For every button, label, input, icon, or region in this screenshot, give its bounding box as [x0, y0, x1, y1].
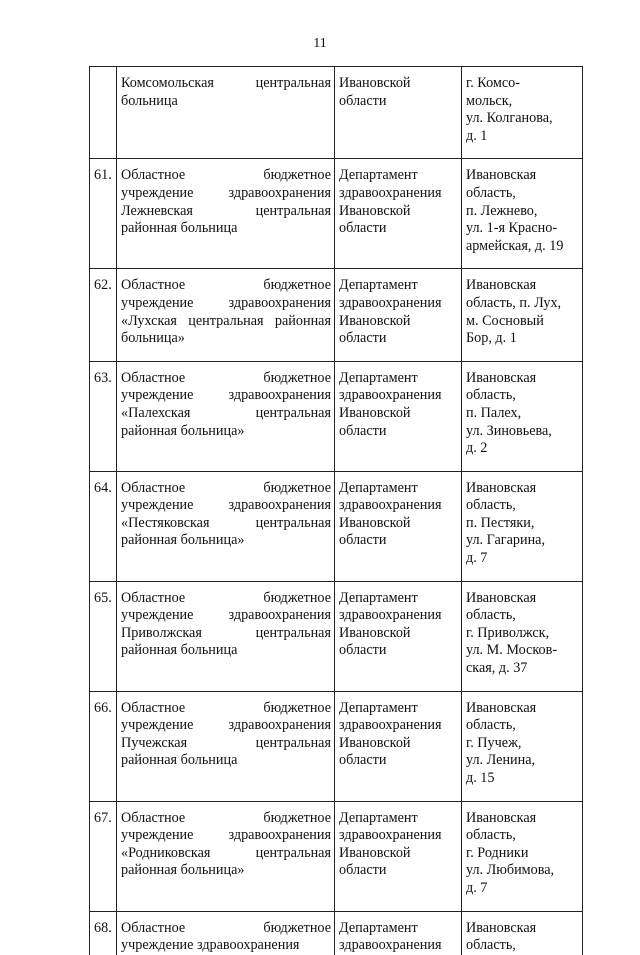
department-line: области	[339, 752, 387, 769]
row-number	[90, 67, 117, 159]
institutions-table	[89, 66, 583, 955]
address-line: ул. Ленина,	[466, 752, 536, 769]
row-number: 68.	[90, 911, 117, 955]
address-line: ул. Любимова,	[466, 862, 555, 879]
department	[335, 801, 462, 911]
address-line: мольск,	[466, 92, 513, 109]
institution-name	[117, 801, 335, 911]
institution-name-line: больница	[121, 92, 178, 109]
address-line: д. 1	[466, 127, 488, 144]
institution-name-line: учреждение здравоохранения	[121, 497, 331, 514]
institution-name-line: районная больница	[121, 642, 238, 659]
department-line: Ивановской	[339, 514, 411, 531]
institutions-table-body	[90, 67, 583, 955]
institution-name-line: районная больница»	[121, 532, 245, 549]
address	[462, 911, 583, 955]
address	[462, 471, 583, 581]
row-number: 63.	[90, 361, 117, 471]
institution-name-line: Лежневская центральная	[121, 202, 331, 219]
institution-name-line: Областное бюджетное	[121, 589, 331, 606]
row-number: 61.	[90, 159, 117, 269]
department	[335, 361, 462, 471]
institution-name-line: «Лухская центральная районная	[121, 312, 331, 329]
address-line: Ивановская	[466, 699, 537, 716]
department-line: Департамент	[339, 809, 418, 826]
institution-name-line: Областное бюджетное	[121, 277, 331, 294]
institution-name-line: Областное бюджетное	[121, 369, 331, 386]
address-line: ул. М. Москов-	[466, 642, 558, 659]
department-line: Департамент	[339, 369, 418, 386]
institution-name-line: «Родниковская центральная	[121, 844, 331, 861]
department-line: Ивановской	[339, 844, 411, 861]
department-line: Департамент	[339, 919, 418, 936]
institution-name-line: учреждение здравоохранения	[121, 294, 331, 311]
address	[462, 801, 583, 911]
address-line: Ивановская	[466, 589, 537, 606]
institution-name	[117, 159, 335, 269]
institution-name-line: «Пестяковская центральная	[121, 514, 331, 531]
address-line: область,	[466, 184, 516, 201]
department-line: Ивановской	[339, 734, 411, 751]
institution-name-line: учреждение здравоохранения	[121, 607, 331, 624]
department-line: Ивановской	[339, 624, 411, 641]
address-line: область,	[466, 827, 516, 844]
address	[462, 269, 583, 361]
address-line: армейская, д. 19	[466, 237, 564, 254]
address-line: д. 15	[466, 770, 495, 786]
row-number: 62.	[90, 269, 117, 361]
row-number: 64.	[90, 471, 117, 581]
department-line: области	[339, 862, 387, 879]
address-line: г. Приволжск,	[466, 624, 550, 641]
department	[335, 159, 462, 269]
department-line: области	[339, 92, 387, 109]
table-row	[90, 581, 583, 691]
department-line: здравоохранения	[339, 497, 442, 514]
department-line: здравоохранения	[339, 937, 442, 954]
address-line: ская, д. 37	[466, 660, 528, 677]
institution-name-line: Областное бюджетное	[121, 919, 331, 936]
department-line: здравоохранения	[339, 184, 442, 201]
address-line: Ивановская	[466, 479, 537, 496]
institution-name-line: Областное бюджетное	[121, 479, 331, 496]
address-line: г. Пучеж,	[466, 734, 522, 751]
address-line: п. Пестяки,	[466, 514, 535, 531]
row-number: 65.	[90, 581, 117, 691]
institution-name-line: «Палехская центральная	[121, 404, 331, 421]
department-line: области	[339, 330, 387, 347]
department-line: области	[339, 422, 387, 439]
department	[335, 67, 462, 159]
department-line: Департамент	[339, 277, 418, 294]
institution-name-line: Приволжская центральная	[121, 624, 331, 641]
address	[462, 361, 583, 471]
address	[462, 159, 583, 269]
institution-name	[117, 691, 335, 801]
institution-name-line: учреждение здравоохранения	[121, 184, 331, 201]
institution-name-line: Пучежская центральная	[121, 734, 331, 751]
institution-name	[117, 67, 335, 159]
address-line: область, п. Лух,	[466, 294, 562, 311]
institution-name-line: учреждение здравоохранения	[121, 387, 331, 404]
row-number: 66.	[90, 691, 117, 801]
address-line: ул. Зиновьева,	[466, 422, 552, 439]
institution-name-line: больница»	[121, 330, 185, 347]
institution-name-line: Областное бюджетное	[121, 809, 331, 826]
institution-name	[117, 269, 335, 361]
institution-name	[117, 911, 335, 955]
address-line: область,	[466, 717, 516, 734]
department-line: Департамент	[339, 589, 418, 606]
institution-name-line: районная больница»	[121, 862, 245, 879]
table-row	[90, 471, 583, 581]
institution-name-line: учреждение здравоохранения	[121, 937, 300, 954]
address-line: Бор, д. 1	[466, 330, 517, 347]
address-line: д. 7	[466, 550, 488, 567]
address-line: п. Лежнево,	[466, 202, 538, 219]
institution-name-line: районная больница»	[121, 422, 245, 439]
address-line: Ивановская	[466, 809, 537, 826]
address-line: Ивановская	[466, 277, 537, 294]
address-line: п. Палех,	[466, 404, 522, 421]
address-line: область,	[466, 607, 516, 624]
department-line: Департамент	[339, 167, 418, 184]
department-line: здравоохранения	[339, 294, 442, 311]
department-line: Ивановской	[339, 312, 411, 329]
department-line: Ивановской	[339, 202, 411, 219]
table-row	[90, 269, 583, 361]
department-line: области	[339, 642, 387, 659]
department-line: здравоохранения	[339, 827, 442, 844]
address-line: область,	[466, 387, 516, 404]
department	[335, 691, 462, 801]
institution-name-line: Областное бюджетное	[121, 699, 331, 716]
department	[335, 269, 462, 361]
institution-name-line: районная больница	[121, 220, 238, 237]
department-line: Департамент	[339, 699, 418, 716]
address-line: г. Комсо-	[466, 75, 520, 91]
table-row	[90, 159, 583, 269]
department-line: здравоохранения	[339, 387, 442, 404]
address-line: Ивановская	[466, 369, 537, 386]
department	[335, 581, 462, 691]
institution-name	[117, 361, 335, 471]
institution-name-line: Областное бюджетное	[121, 167, 331, 184]
department-line: здравоохранения	[339, 607, 442, 624]
table-row	[90, 911, 583, 955]
department-line: Ивановской	[339, 404, 411, 421]
institution-name-line: районная больница	[121, 752, 238, 769]
address-line: м. Сосновый	[466, 312, 544, 329]
institution-name	[117, 581, 335, 691]
address-line: ул. Гагарина,	[466, 532, 546, 549]
institution-name	[117, 471, 335, 581]
table-row	[90, 67, 583, 159]
address	[462, 581, 583, 691]
address-line: г. Родники	[466, 844, 529, 861]
address	[462, 67, 583, 159]
address-line: д. 7	[466, 879, 488, 896]
department-line: Департамент	[339, 479, 418, 496]
institution-name-line: Комсомольская центральная	[121, 75, 331, 91]
department-line: здравоохранения	[339, 717, 442, 734]
address-line: Ивановская	[466, 919, 537, 936]
address-line: область,	[466, 937, 516, 954]
address-line: область,	[466, 497, 516, 514]
table-row	[90, 691, 583, 801]
address-line: ул. 1-я Красно-	[466, 220, 558, 237]
department	[335, 471, 462, 581]
institution-name-line: учреждение здравоохранения	[121, 717, 331, 734]
page-number: 11	[313, 36, 327, 51]
table-row	[90, 361, 583, 471]
address-line: ул. Колганова,	[466, 110, 553, 127]
department-line: Ивановской	[339, 75, 411, 91]
department	[335, 911, 462, 955]
address	[462, 691, 583, 801]
institution-name-line: учреждение здравоохранения	[121, 827, 331, 844]
address-line: Ивановская	[466, 167, 537, 184]
department-line: области	[339, 532, 387, 549]
table-row	[90, 801, 583, 911]
address-line: д. 2	[466, 440, 488, 457]
row-number: 67.	[90, 801, 117, 911]
department-line: области	[339, 220, 387, 237]
